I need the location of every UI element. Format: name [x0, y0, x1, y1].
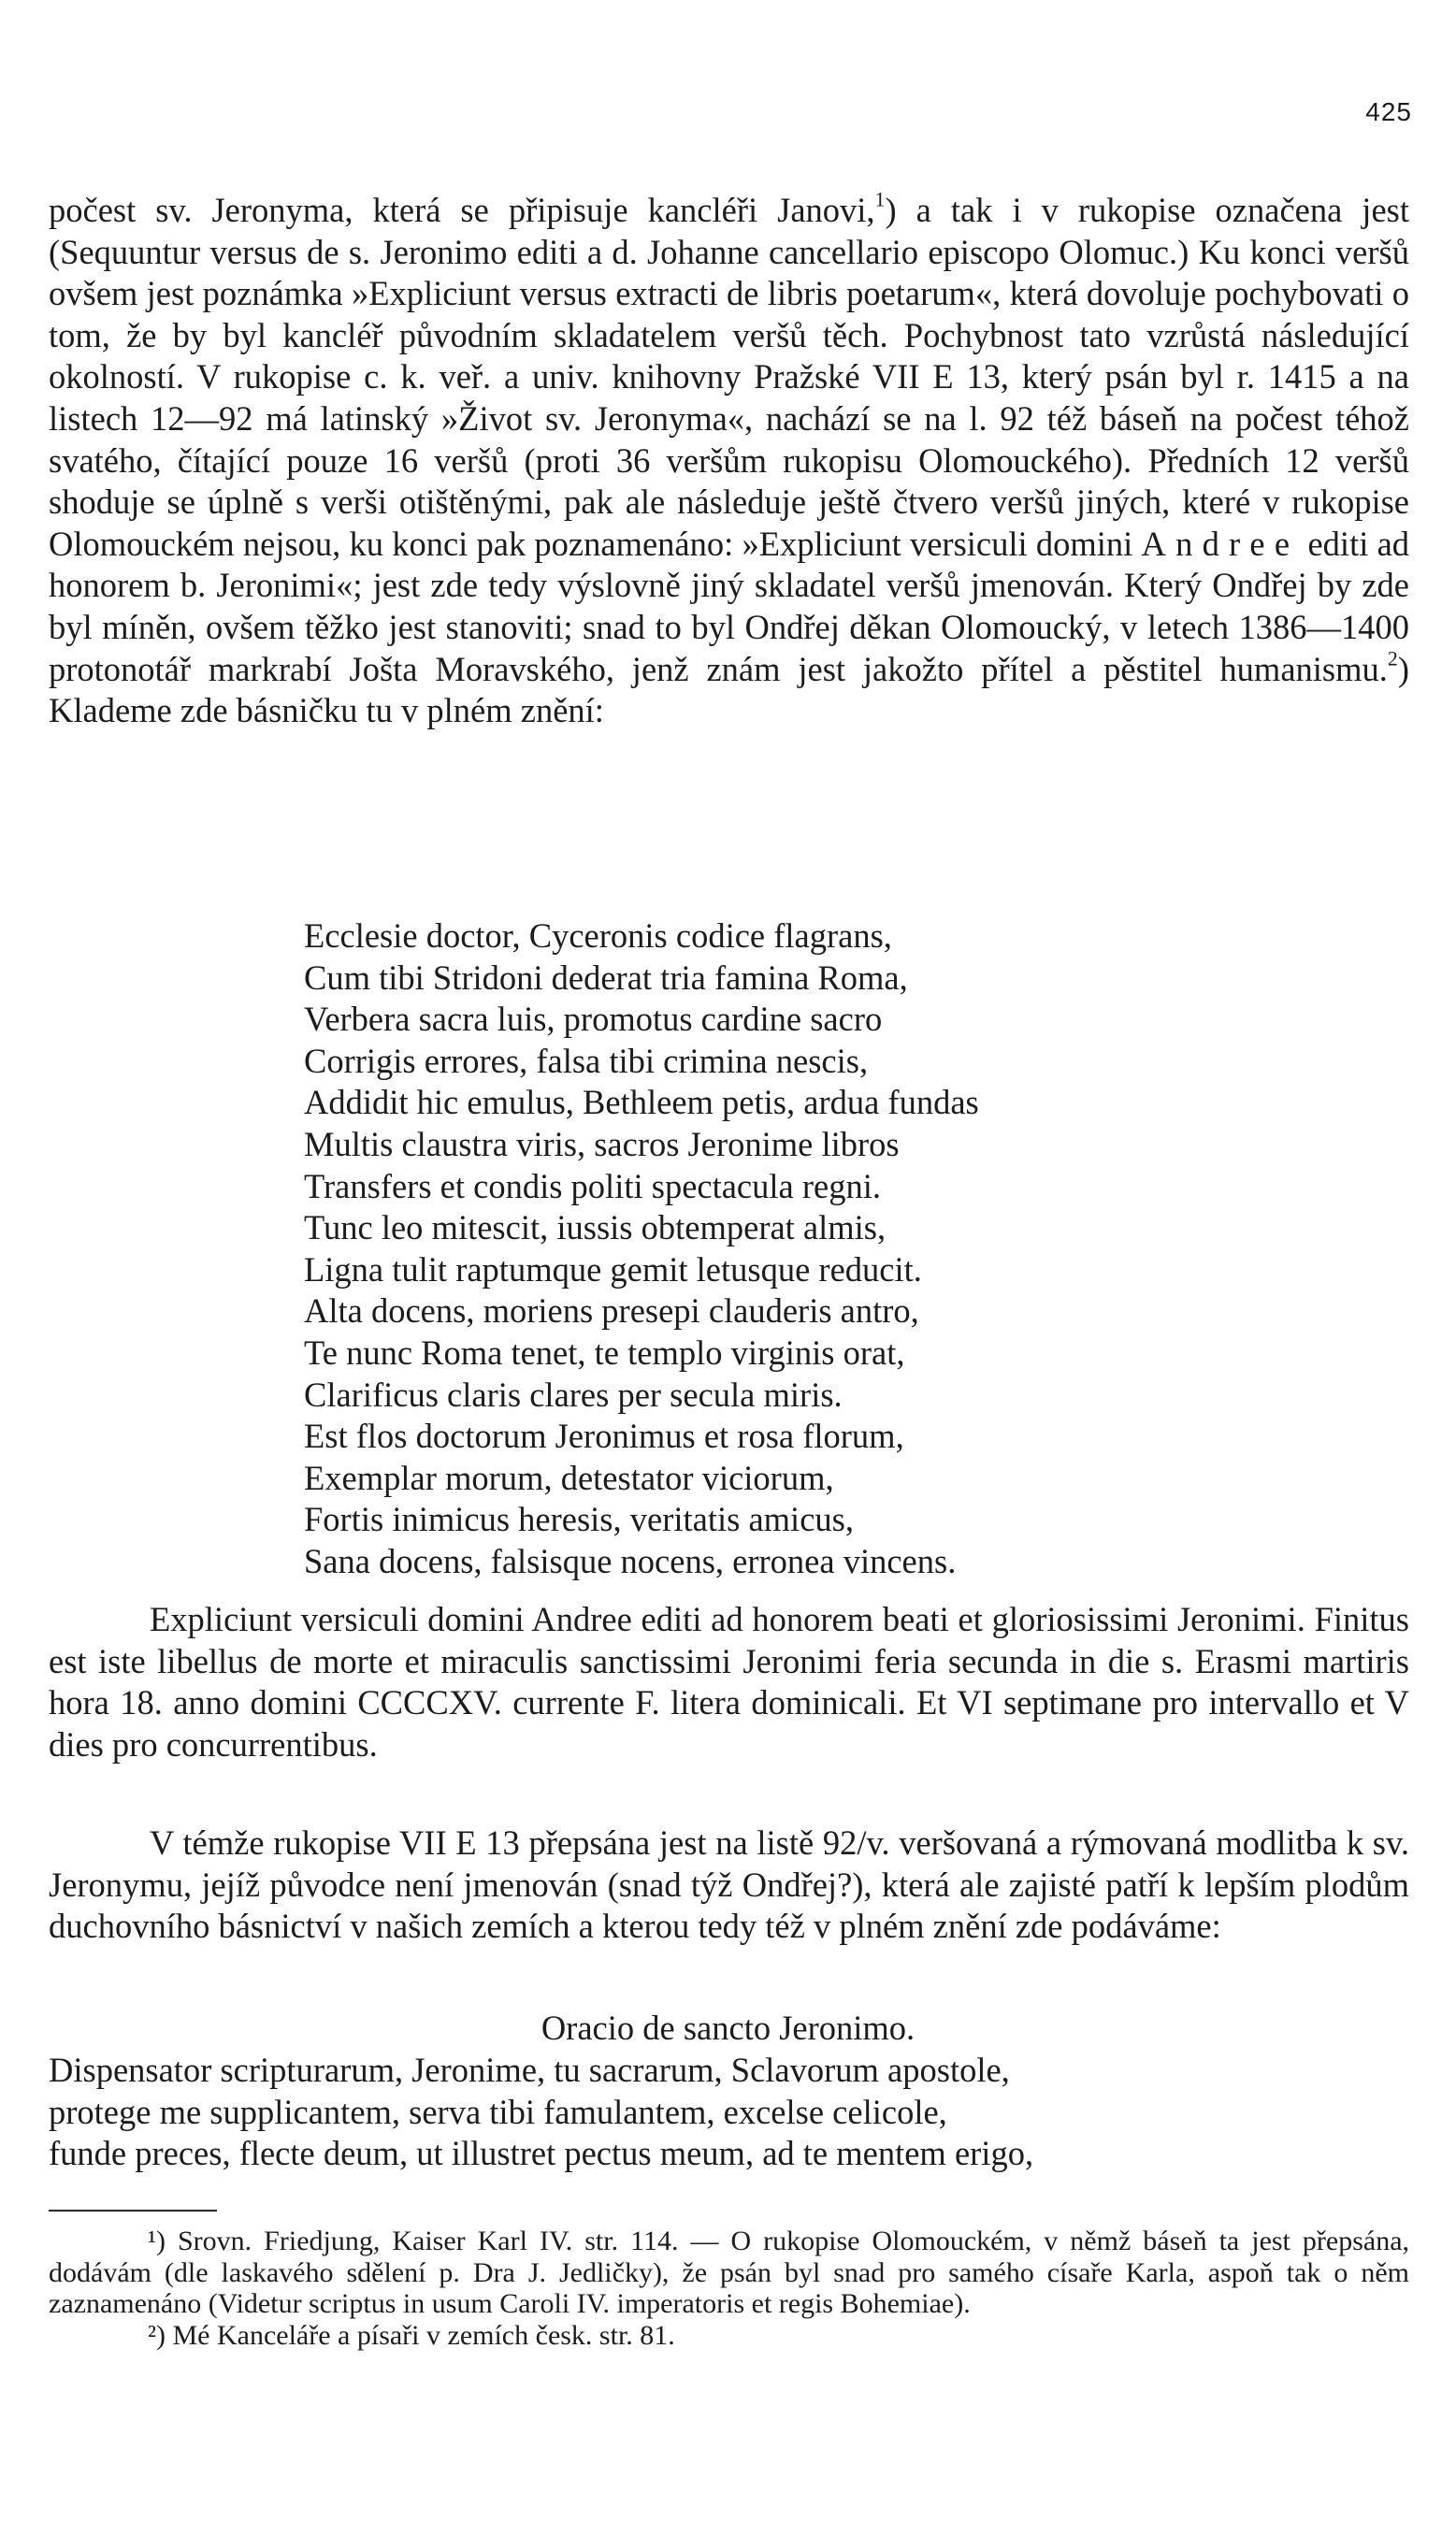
poem-line: Verbera sacra luis, promotus cardine sacro: [304, 1000, 883, 1039]
prayer-line: Dispensator scripturarum, Jeronime, tu sacrarum, Sclavorum apostole,: [49, 2051, 1010, 2089]
paragraph-prayer-intro: [49, 1823, 1409, 1948]
paragraph-prayer-intro-text: V témže rukopise VII E 13 přepsána jest na listě 92/v. veršovaná a rýmovaná modlitba k sv. Jeronymu, jejíž původce není jmenován (snad týž Ondřej?), která ale zajisté patří k lepším plodům duchovního básnictví v našich zemích a kterou tedy též v plném znění zde podáváme:: [49, 1823, 1409, 1946]
poem-line: Ligna tulit raptumque gemit letusque reducit.: [304, 1249, 922, 1289]
poem-line: Addidit hic emulus, Bethleem petis, ardua fundas: [304, 1083, 979, 1122]
explicit-paragraph: [49, 1599, 1409, 1765]
poem-line: Ecclesie doctor, Cyceronis codice flagrans,: [304, 916, 892, 955]
footnote-ref-1: 1: [874, 187, 886, 211]
poem-line: Tunc leo mitescit, iussis obtemperat almis,: [304, 1208, 887, 1247]
paragraph-intro-text-2: ) a tak i v rukopise označena jest (Sequuntur versus de s. Jeronimo editi a d. Johanne cancellario episcopo Olomuc.) Ku konci veršů ovšem jest poznámka »Expliciunt versus extracti de libris poetarum«, která dovoluje pochybovati o tom, že by byl kancléř původním skladatelem veršů těch. Pochybnost tato vzrůstá následující okolností. V rukopise c. k. veř. a univ. knihovny Pražské VII E 13, který psán byl r. 1415 a na listech 12—92 má latinský »Život sv. Jeronyma«, nachází se na l. 92 též báseň na počest téhož svatého, čítající pouze 16 veršů (proti 36 veršům rukopisu Olomouckého). Předních 12 veršů shoduje se úplně s verši otištěnými, pak ale následuje ještě čtvero veršů jiných, které v rukopise Olomouckém nejsou, ku konci pak poznamenáno: »Expliciunt versiculi domini: [49, 191, 1409, 563]
footnote-1-mark: ¹): [148, 2226, 166, 2256]
poem-line: Transfers et condis politi spectacula regni.: [304, 1166, 881, 1205]
footnote-1-text: Srovn. Friedjung, Kaiser Karl IV. str. 114. — O rukopise Olomouckém, v němž báseň ta jest přepsána, dodávám (dle laskavého sdělení p. Dra J. Jedličky), že psán byl snad pro samého císaře Karla, aspoň tak o něm zaznamenáno (Videtur scriptus in usum Caroli IV. imperatoris et regis Bohemiae).: [49, 2226, 1410, 2319]
poem-line: Alta docens, moriens presepi clauderis antro,: [304, 1291, 919, 1331]
footnote-2: [49, 2320, 1409, 2352]
paragraph-intro-text-3: editi ad honorem b. Jeronimi«; jest zde tedy výslovně jiný skladatel veršů jmenován. Který Ondřej by zde byl míněn, ovšem těžko jest stanoviti; snad to byl Ondřej děkan Olomoucký, v letech 1386—1400 protonotář markrabí Jošta Moravského, jenž znám jest jakožto přítel a pěstitel humanismu.: [49, 524, 1410, 688]
poem-line: Multis claustra viris, sacros Jeronime libros: [304, 1124, 900, 1163]
prayer-text: [49, 2050, 1409, 2175]
poem-line: Cum tibi Stridoni dederat tria famina Roma,: [304, 958, 908, 997]
footnote-2-text: Mé Kanceláře a písaři v zemích česk. str. 81.: [172, 2319, 675, 2351]
emphasized-name-andree: Andree: [1141, 524, 1300, 563]
prayer-line: funde preces, flecte deum, ut illustret pectus meum, ad te mentem erigo,: [49, 2134, 1034, 2173]
paragraph-intro: [49, 187, 1410, 732]
poem-line: Exemplar morum, detestator viciorum,: [304, 1458, 834, 1497]
poem-line: Sana docens, falsisque nocens, erronea vincens.: [304, 1541, 957, 1580]
footnote-1: [49, 2226, 1409, 2320]
poem-line: Clarificus claris clares per secula miris.: [304, 1375, 843, 1414]
footnote-ref-2: 2: [1387, 646, 1398, 670]
poem-line: Est flos doctorum Jeronimus et rosa florum,: [304, 1417, 904, 1456]
poem-line: Corrigis errores, falsa tibi crimina nescis,: [304, 1041, 869, 1080]
footnote-divider: [49, 2210, 217, 2212]
prayer-line: protege me supplicantem, serva tibi famulantem, excelse celicole,: [49, 2092, 947, 2131]
poem-line: Fortis inimicus heresis, veritatis amicus,: [304, 1500, 854, 1539]
explicit-text: Expliciunt versiculi domini Andree editi ad honorem beati et gloriosissimi Jeronimi. Finitus est iste libellus de morte et miraculis sanctissimi Jeronimi feria secunda in die s. Erasmi martiris hora 18. anno domini CCCCXV. currente F. litera dominicali. Et VI septimane pro intervallo et V dies pro concurrentibus.: [49, 1600, 1409, 1764]
latin-poem: [304, 915, 979, 1583]
page-number: 425: [1365, 97, 1412, 126]
paragraph-intro-text-1: počest sv. Jeronyma, která se připisuje kancléři Janovi,: [49, 191, 875, 229]
prayer-title: Oracio de sancto Jeronimo.: [541, 2009, 915, 2047]
poem-line: Te nunc Roma tenet, te templo virginis orat,: [304, 1333, 905, 1372]
footnotes: [49, 2226, 1409, 2351]
paragraph-intro-text-4: ) Klademe zde básničku tu v plném znění:: [49, 649, 1409, 730]
footnote-2-mark: ²): [148, 2319, 166, 2351]
